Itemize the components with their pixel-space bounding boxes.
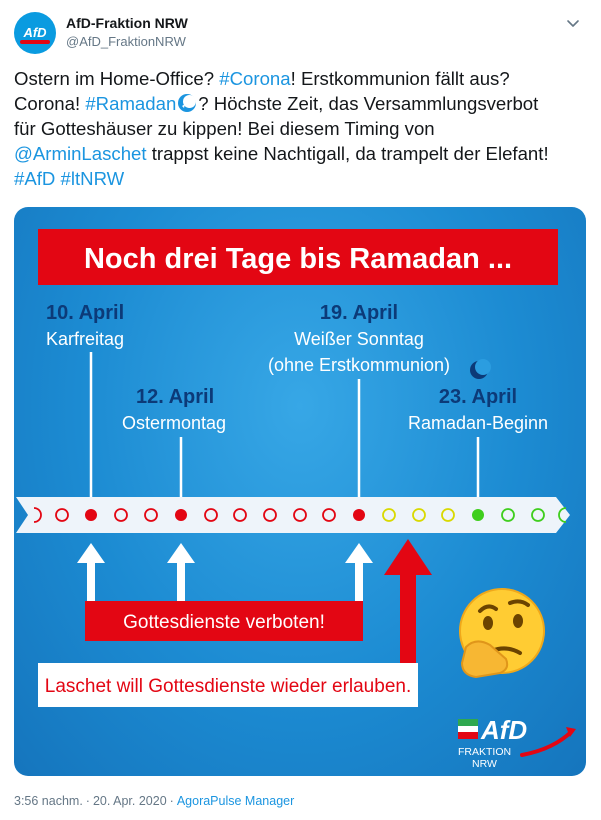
timeline-dot-weisser-sonntag — [353, 509, 365, 521]
tweet-text-segment: ! Erstkommunion fällt aus? — [290, 68, 510, 89]
image-title: Noch drei Tage bis Ramadan ... — [83, 243, 513, 275]
day-label-ostermontag: Ostermontag — [122, 413, 227, 433]
tweet-source-link[interactable]: AgoraPulse Manager — [176, 794, 295, 808]
date-label-karfreitag: 10. April — [46, 302, 125, 324]
timeline-dot-ostermontag — [175, 509, 187, 521]
hashtag-link-corona[interactable]: #Corona — [219, 68, 291, 89]
tweet-text-segment: ? Höchste Zeit, das Versammlungsverbot — [198, 93, 539, 114]
tweet-text-segment: trappst keine Nachtigall, da trampelt der Elefant! — [146, 143, 549, 164]
avatar-logo-stripe — [20, 40, 50, 44]
tweet-header — [14, 12, 586, 56]
day-label-karfreitag: Karfreitag — [46, 329, 125, 349]
day-label-weisser-sonntag: Weißer Sonntag — [294, 329, 424, 349]
tweet-date[interactable]: 20. Apr. 2020 — [92, 794, 167, 808]
tweet-text-segment: Corona! — [14, 93, 86, 114]
up-arrow-icon — [167, 543, 195, 603]
crescent-moon-icon — [470, 359, 491, 379]
timeline-dot-karfreitag — [85, 509, 97, 521]
tweet-text — [14, 66, 589, 191]
avatar-logo-text: AfD — [23, 25, 47, 40]
tweet-timestamp: 3:56 nachm. · 20. Apr. 2020 · AgoraPulse Manager — [14, 794, 295, 808]
tweet-text-segment: für Gotteshäuser zu kippen! Bei diesem Timing von — [14, 118, 435, 139]
avatar[interactable] — [14, 12, 56, 54]
logo-text: AfD — [481, 715, 528, 745]
mention-link-arminlaschet[interactable]: @ArminLaschet — [14, 143, 147, 164]
date-label-weisser-sonntag: 19. April — [319, 302, 399, 324]
timeline-graphic — [14, 207, 586, 776]
afd-logo — [458, 715, 576, 770]
thinking-face-emoji-icon — [460, 589, 544, 677]
day-label-ramadan: Ramadan-Beginn — [407, 413, 549, 433]
account-handle[interactable]: @AfD_FraktionNRW — [66, 34, 186, 49]
chevron-down-icon[interactable] — [564, 14, 582, 32]
timeline-dot-ramadan — [472, 509, 484, 521]
hashtag-link-afd[interactable]: #AfD — [14, 168, 56, 189]
tweet-time[interactable]: 3:56 nachm. — [14, 794, 83, 808]
laschet-label: Laschet will Gottesdienste wieder erlauben. — [44, 676, 412, 697]
logo-sub-nrw: NRW — [472, 758, 497, 770]
hashtag-link-ltnrw[interactable]: #ltNRW — [60, 168, 125, 189]
up-arrow-icon — [77, 543, 105, 603]
tweet-text-segment: Ostern im Home-Office? — [14, 68, 220, 89]
timeline-band — [16, 497, 570, 533]
date-label-ramadan: 23. April — [438, 386, 518, 408]
date-label-ostermontag: 12. April — [136, 386, 215, 408]
day-sublabel-weisser-sonntag: (ohne Erstkommunion) — [267, 355, 451, 375]
up-arrow-icon — [345, 543, 373, 603]
hashtag-link-ramadan[interactable]: #Ramadan — [85, 93, 177, 114]
logo-sub-fraktion: FRAKTION — [458, 746, 512, 758]
banned-label: Gottesdienste verboten! — [123, 612, 325, 633]
red-up-arrow-icon — [384, 539, 432, 675]
account-name[interactable]: AfD-Fraktion NRW — [66, 15, 188, 31]
tweet-image[interactable] — [14, 207, 586, 776]
crescent-moon-emoji-icon — [177, 93, 197, 113]
